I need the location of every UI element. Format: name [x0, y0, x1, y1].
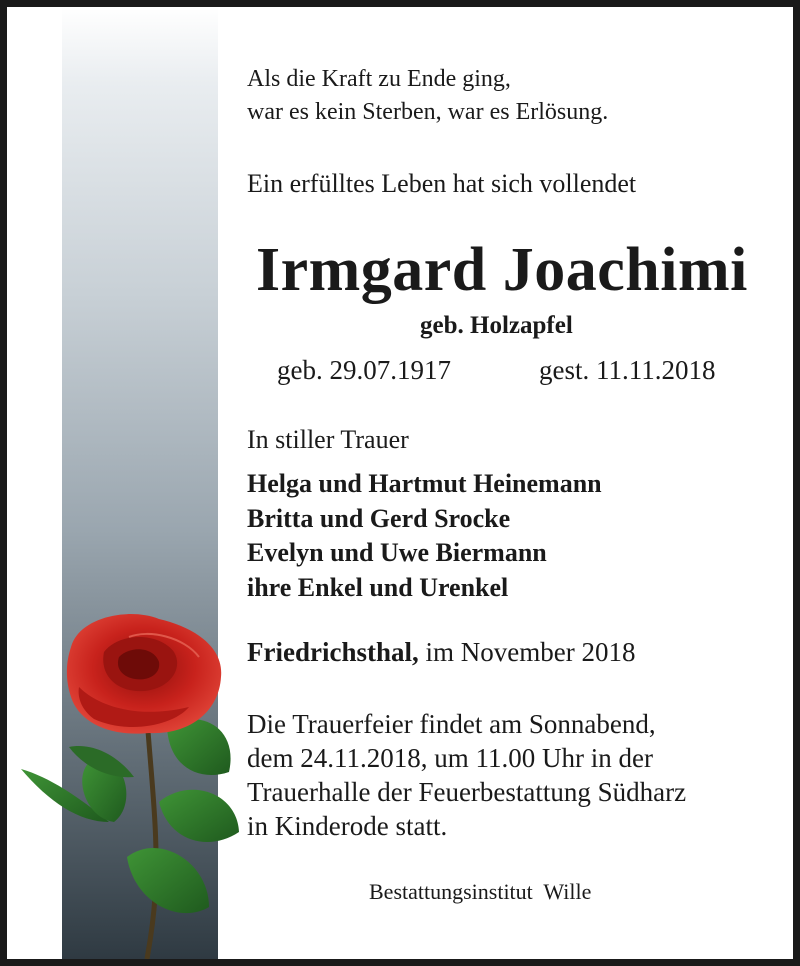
mourner: Helga und Hartmut Heinemann [247, 469, 602, 498]
undertaker: Bestattungsinstitut Wille [369, 879, 592, 904]
mourners-list [247, 467, 602, 605]
mourner: Britta und Gerd Srocke [247, 503, 511, 533]
mourning-intro: In stiller Trauer [247, 425, 409, 454]
death-date: gest. 11.11.2018 [539, 355, 716, 385]
poem-line: war es kein Sterben, war es Erlösung. [247, 99, 609, 125]
funeral-line: Trauerhalle der Feuerbestattung Südharz [247, 777, 687, 807]
funeral-line: Die Trauerfeier findet am Sonnabend, [247, 709, 656, 739]
mourner: ihre Enkel und Urenkel [247, 572, 509, 602]
poem-line: Als die Kraft zu Ende ging, [247, 66, 511, 92]
birth-date: geb. 29.07.1917 [277, 355, 451, 385]
funeral-line: dem 24.11.2018, um 11.00 Uhr in der [247, 743, 653, 773]
poem [247, 63, 608, 129]
red-rose-icon [9, 607, 244, 959]
subtitle: Ein erfülltes Leben hat sich vollendet [247, 169, 637, 198]
funeral-info [247, 707, 686, 843]
place-city: Friedrichsthal, [247, 637, 419, 667]
mourner: Evelyn und Uwe Biermann [247, 538, 547, 567]
place-month: im November 2018 [418, 637, 636, 667]
maiden-name: geb. Holzapfel [420, 312, 573, 339]
deceased-name: Irmgard Joachimi [256, 236, 748, 304]
place-date [247, 637, 635, 668]
funeral-line: in Kinderode statt. [247, 811, 448, 841]
